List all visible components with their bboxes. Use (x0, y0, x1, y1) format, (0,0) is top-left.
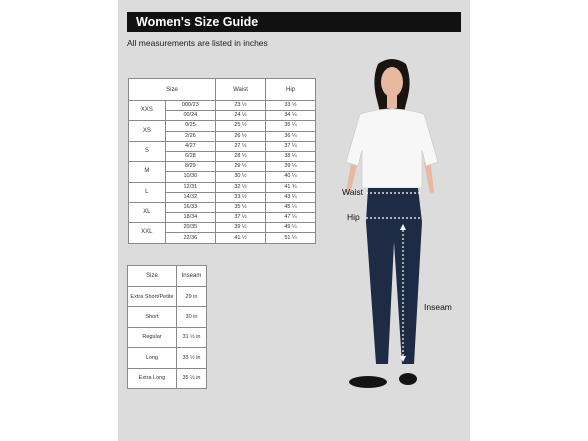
size-table (128, 78, 316, 244)
model-illustration (330, 52, 455, 397)
inseam-label: Inseam (424, 302, 452, 312)
table-row (129, 141, 316, 151)
hip-cell: 36 ¼ (266, 131, 316, 141)
size-number-cell: 22/36 (165, 233, 215, 243)
table-row (129, 202, 316, 212)
size-number-cell: 18/34 (165, 213, 215, 223)
waist-column-header: Waist (216, 79, 266, 101)
inseam-value-cell: 29 in (176, 287, 206, 307)
size-label-cell: XL (129, 202, 166, 222)
page-title: Women's Size Guide (136, 15, 259, 29)
size-number-cell: 6/28 (165, 151, 215, 161)
waist-cell: 41 ½ (216, 233, 266, 243)
hip-cell: 35 ¼ (266, 121, 316, 131)
inseam-size-cell: Long (128, 348, 177, 368)
hip-cell: 41 ¾ (266, 182, 316, 192)
table-row (128, 307, 207, 327)
hip-cell: 39 ¼ (266, 162, 316, 172)
waist-cell: 26 ½ (216, 131, 266, 141)
hip-cell: 34 ¼ (266, 111, 316, 121)
waist-cell: 39 ½ (216, 223, 266, 233)
inseam-value-cell: 31 ½ in (176, 327, 206, 347)
model-jeans (366, 188, 422, 364)
size-table-header-row (129, 79, 316, 101)
size-number-cell: 00/24 (165, 111, 215, 121)
waist-label: Waist (342, 187, 363, 197)
waist-cell: 28 ½ (216, 151, 266, 161)
table-row (129, 121, 316, 131)
inseam-value-cell: 30 in (176, 307, 206, 327)
size-label-cell: L (129, 182, 166, 202)
waist-cell: 37 ½ (216, 213, 266, 223)
size-number-cell: 8/29 (165, 162, 215, 172)
table-row (128, 287, 207, 307)
inseam-size-cell: Extra Short/Petite (128, 287, 177, 307)
inseam-table-header-row (128, 266, 207, 287)
size-column-header: Size (129, 79, 216, 101)
waist-cell: 25 ½ (216, 121, 266, 131)
inseam-value-cell: 35 ½ in (176, 368, 206, 388)
hip-cell: 47 ¼ (266, 213, 316, 223)
table-row (128, 348, 207, 368)
size-label-cell: XS (129, 121, 166, 141)
inseam-value-cell: 33 ½ in (176, 348, 206, 368)
hip-cell: 38 ¼ (266, 151, 316, 161)
hip-column-header: Hip (266, 79, 316, 101)
table-row (129, 101, 316, 111)
inseam-table (127, 265, 207, 389)
model-figure (330, 52, 455, 397)
waist-cell: 29 ½ (216, 162, 266, 172)
waist-cell: 23 ½ (216, 101, 266, 111)
hip-label: Hip (347, 212, 360, 222)
page-subtitle: All measurements are listed in inches (127, 38, 268, 48)
waist-cell: 32 ½ (216, 182, 266, 192)
size-label-cell: M (129, 162, 166, 182)
model-shirt (346, 109, 438, 188)
inseam-size-cell: Extra Long (128, 368, 177, 388)
size-number-cell: 12/31 (165, 182, 215, 192)
size-number-cell: 000/23 (165, 101, 215, 111)
size-label-cell: S (129, 141, 166, 161)
size-label-cell: XXS (129, 101, 166, 121)
hip-cell: 51 ¼ (266, 233, 316, 243)
inseam-size-cell: Regular (128, 327, 177, 347)
hip-cell: 43 ¼ (266, 192, 316, 202)
waist-cell: 35 ½ (216, 202, 266, 212)
hip-cell: 33 ½ (266, 101, 316, 111)
size-number-cell: 20/35 (165, 223, 215, 233)
hip-cell: 45 ¼ (266, 202, 316, 212)
table-row (128, 368, 207, 388)
inseam-column-header: Inseam (176, 266, 206, 287)
waist-cell: 30 ½ (216, 172, 266, 182)
table-row (129, 182, 316, 192)
size-label-cell: XXL (129, 223, 166, 243)
hip-cell: 40 ¼ (266, 172, 316, 182)
size-number-cell: 0/25 (165, 121, 215, 131)
hip-cell: 49 ¼ (266, 223, 316, 233)
size-number-cell: 16/33 (165, 202, 215, 212)
table-row (129, 162, 316, 172)
size-number-cell: 10/30 (165, 172, 215, 182)
size-number-cell: 14/32 (165, 192, 215, 202)
waist-cell: 27 ½ (216, 141, 266, 151)
waist-cell: 24 ½ (216, 111, 266, 121)
size-number-cell: 2/26 (165, 131, 215, 141)
table-row (128, 327, 207, 347)
inseam-size-column-header: Size (128, 266, 177, 287)
size-number-cell: 4/27 (165, 141, 215, 151)
hip-cell: 37 ¼ (266, 141, 316, 151)
table-row (129, 223, 316, 233)
model-right-shoe (399, 373, 417, 385)
header-bar (127, 12, 461, 32)
model-neck (387, 94, 397, 108)
model-face (381, 67, 403, 97)
waist-cell: 33 ½ (216, 192, 266, 202)
model-left-shoe (349, 376, 387, 388)
inseam-size-cell: Short (128, 307, 177, 327)
